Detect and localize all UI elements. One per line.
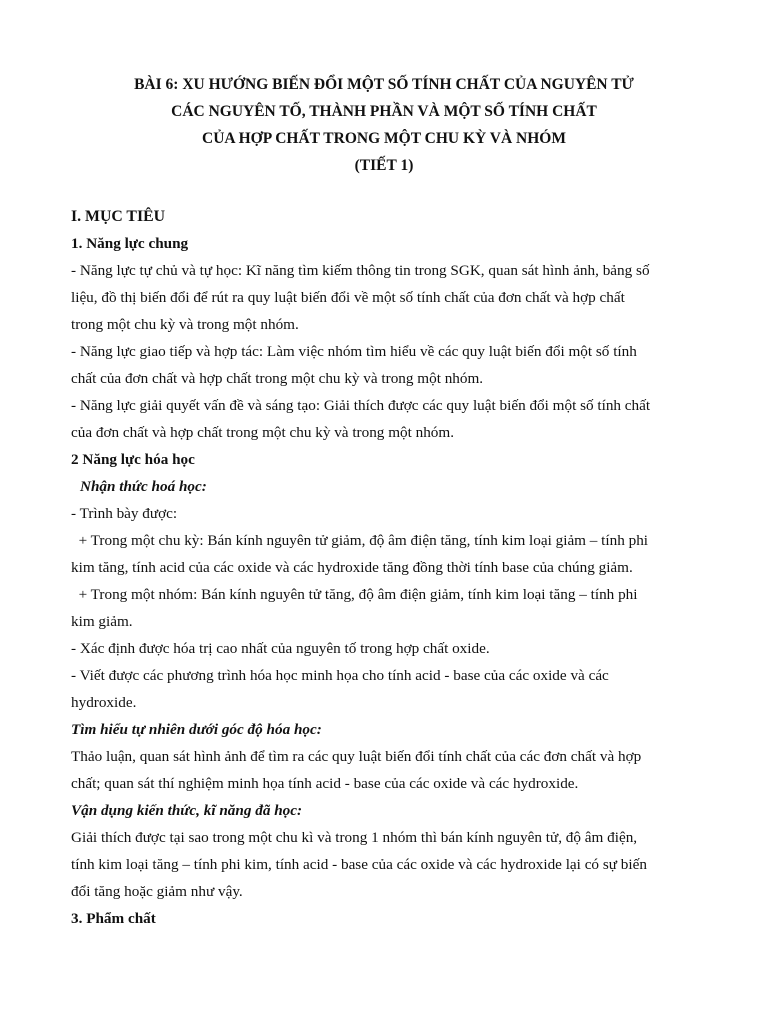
subheading-chemistry-competency: 2 Năng lực hóa học xyxy=(71,451,195,468)
paragraph-line: đổi tăng hoặc giảm như vậy. xyxy=(71,883,243,900)
paragraph-line: - Viết được các phương trình hóa học minh họa cho tính acid - base của các oxide và các xyxy=(71,667,609,684)
paragraph-line: tính kim loại tăng – tính phi kim, tính acid - base của các oxide và các hydroxide lại có sự biến xyxy=(71,856,647,873)
paragraph-line: Thảo luận, quan sát hình ảnh để tìm ra các quy luật biến đổi tính chất của các đơn chất và hợp xyxy=(71,748,642,765)
paragraph-line: chất của đơn chất và hợp chất trong một chu kỳ và trong một nhóm. xyxy=(71,370,484,387)
lesson-title xyxy=(0,71,768,179)
paragraph-line: - Năng lực giao tiếp và hợp tác: Làm việc nhóm tìm hiểu về các quy luật biến đổi một số tính xyxy=(71,343,637,360)
paragraph-line: hydroxide. xyxy=(71,694,137,711)
paragraph-line: kim giảm. xyxy=(71,613,133,630)
paragraph-line: Giải thích được tại sao trong một chu kì và trong 1 nhóm thì bán kính nguyên tử, độ âm điện, xyxy=(71,829,638,846)
paragraph-line: kim tăng, tính acid của các oxide và các hydroxide tăng đồng thời tính base của chúng giảm. xyxy=(71,559,633,576)
document-body xyxy=(71,203,701,932)
paragraph-line: - Trình bày được: xyxy=(71,505,178,522)
paragraph-line: chất; quan sát thí nghiệm minh họa tính acid - base của các oxide và các hydroxide. xyxy=(71,775,579,792)
title-line-3: CỦA HỢP CHẤT TRONG MỘT CHU KỲ VÀ NHÓM xyxy=(202,130,566,147)
section-heading-objectives: I. MỤC TIÊU xyxy=(71,208,166,225)
paragraph-line: liệu, đồ thị biến đổi để rút ra quy luật biến đổi về một số tính chất của đơn chất và hợp chất xyxy=(71,289,625,306)
paragraph-line: trong một chu kỳ và trong một nhóm. xyxy=(71,316,299,333)
paragraph-line: - Năng lực tự chủ và tự học: Kĩ năng tìm kiếm thông tin trong SGK, quan sát hình ảnh, bảng số xyxy=(71,262,650,279)
paragraph-line: của đơn chất và hợp chất trong một chu kỳ và trong một nhóm. xyxy=(71,424,455,441)
title-line-2: CÁC NGUYÊN TỐ, THÀNH PHẦN VÀ MỘT SỐ TÍNH CHẤT xyxy=(171,103,597,120)
title-line-4: (TIẾT 1) xyxy=(354,157,414,174)
subheading-nature-exploration: Tìm hiểu tự nhiên dưới góc độ hóa học: xyxy=(71,721,322,738)
paragraph-line: - Năng lực giải quyết vấn đề và sáng tạo: Giải thích được các quy luật biến đổi một số tính chất xyxy=(71,397,651,414)
paragraph-line: - Xác định được hóa trị cao nhất của nguyên tố trong hợp chất oxide. xyxy=(71,640,490,657)
subheading-qualities: 3. Phẩm chất xyxy=(71,910,156,927)
subheading-knowledge-application: Vận dụng kiến thức, kĩ năng đã học: xyxy=(71,802,303,819)
paragraph-line: + Trong một chu kỳ: Bán kính nguyên tử giảm, độ âm điện tăng, tính kim loại giảm – tính phi xyxy=(71,532,649,549)
subheading-chemical-cognition: Nhận thức hoá học: xyxy=(80,478,207,495)
subheading-general-competency: 1. Năng lực chung xyxy=(71,235,189,252)
title-line-1: BÀI 6: XU HƯỚNG BIẾN ĐỔI MỘT SỐ TÍNH CHẤT CỦA NGUYÊN TỬ xyxy=(134,76,634,93)
paragraph-line: + Trong một nhóm: Bán kính nguyên tử tăng, độ âm điện giảm, tính kim loại tăng – tính phi xyxy=(71,586,638,603)
